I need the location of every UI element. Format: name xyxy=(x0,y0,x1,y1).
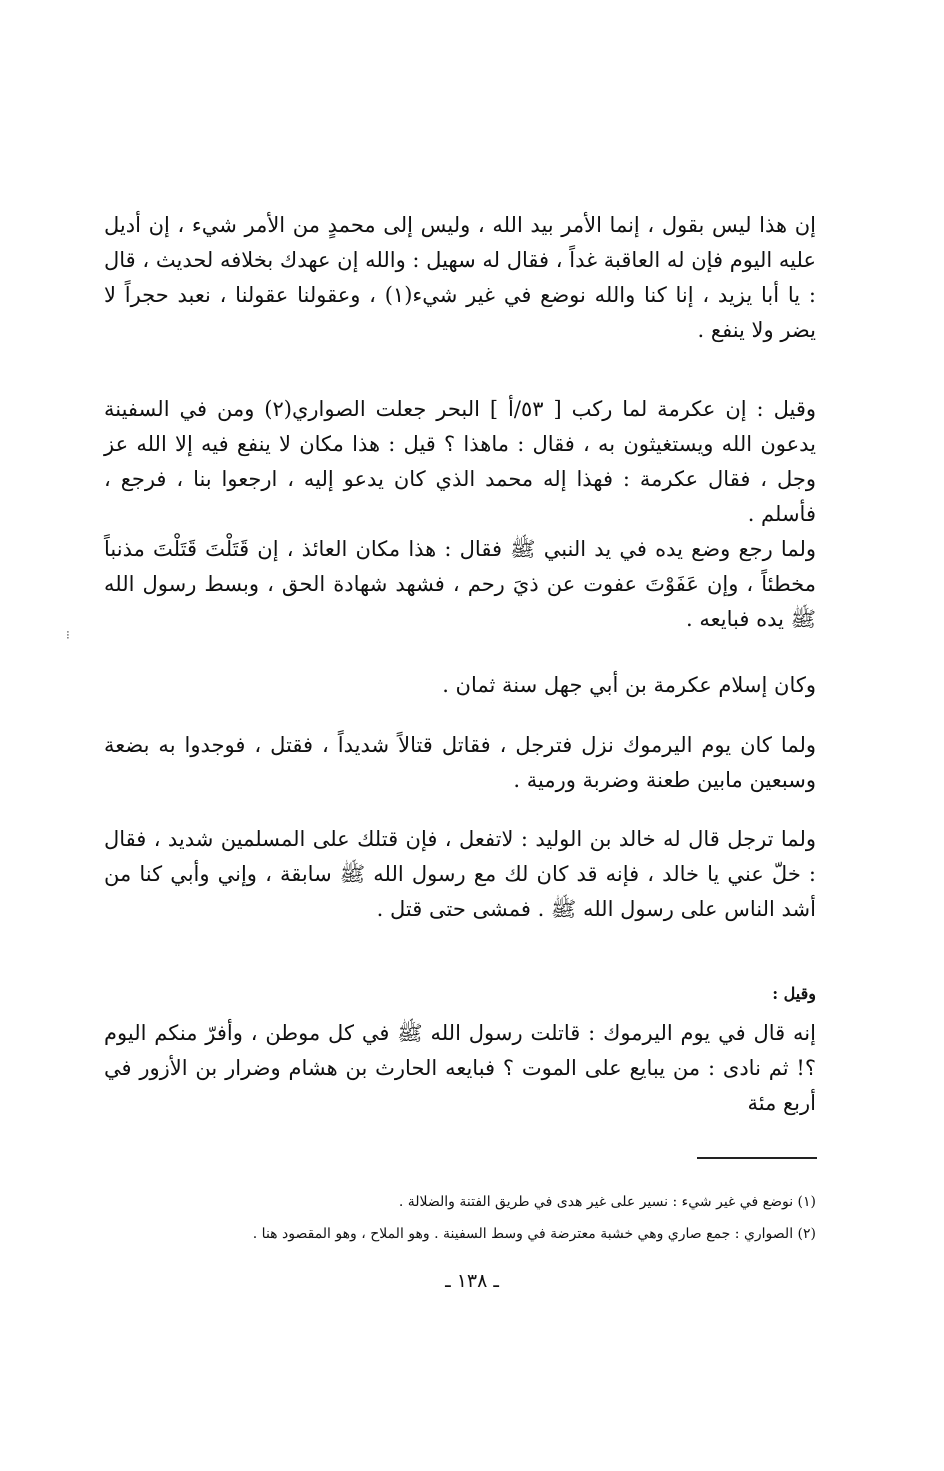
footnote-separator xyxy=(697,1157,817,1159)
paragraph-6: ولما ترجل قال له خالد بن الوليد : لاتفعل ، فإن قتلك على المسلمين شديد ، فقال : خلّ عني يا خالد ، فإنه قد كان لك مع رسول الله ﷺ سابقة ، وإني وأبي كنا من أشد الناس على رسول الله ﷺ . فمشى حتى قتل . xyxy=(104,827,816,921)
footnote-1: (١) نوضع في غير شيء : نسير على غير هدى في طريق الفتنة والضلالة . xyxy=(398,1194,816,1210)
paragraph-final: إنه قال في يوم اليرموك : قاتلت رسول الله ﷺ في كل موطن ، وأفرّ منكم اليوم ؟! ثم نادى : من يبايع على الموت ؟ فبايعه الحارث بن هشام وضرار بن الأزور في أربع مئة xyxy=(104,1021,816,1115)
page-number: ـ ١٣٨ ـ xyxy=(445,1270,499,1292)
paragraph-3: ولما رجع وضع يده في يد النبي ﷺ فقال : هذا مكان العائذ ، إن قَتَلْتَ قَتَلْتَ مذنباً مخطئاً ، وإن عَفَوْتَ عفوت عن ذيَ رحم ، فشهد شهادة الحق ، وبسط رسول الله ﷺ يده فبايعه . xyxy=(104,537,816,631)
paragraph-2: وقيل : إن عكرمة لما ركب [ ٥٣/أ ] البحر جعلت الصواري(٢) ومن في السفينة يدعون الله ويستغيثون به ، فقال : ماهذا ؟ قيل : هذا مكان لا ينفع فيه إلا الله عز وجل ، فقال عكرمة : فهذا إله محمد الذي كان يدعو إليه ، ارجعوا بنا ، فرجع ، فأسلم . xyxy=(104,397,816,526)
paragraph-1: إن هذا ليس بقول ، إنما الأمر بيد الله ، وليس إلى محمدٍ من الأمر شيء ، إن أديل عليه اليوم فإن له العاقبة غداً ، فقال له سهيل : والله إن عهدك بخلافه لحديث ، قال : يا أبا يزيد ، إنا كنا والله نوضع في غير شيء(١) ، وعقولنا عقولنا ، نعبد حجراً لا يضر ولا ينفع . xyxy=(104,213,816,342)
margin-mark: ⁝ xyxy=(66,628,70,642)
paragraph-4: وكان إسلام عكرمة بن أبي جهل سنة ثمان . xyxy=(442,673,816,697)
section-heading: وقيل : xyxy=(772,984,816,1003)
footnote-2: (٢) الصواري : جمع صاري وهي خشبة معترضة في وسط السفينة . وهو الملاح ، وهو المقصود هنا . xyxy=(252,1226,816,1242)
paragraph-5: ولما كان يوم اليرموك نزل فترجل ، فقاتل قتالاً شديداً ، فقتل ، فوجدوا به بضعة وسبعين مابين طعنة وضربة ورمية . xyxy=(104,733,816,792)
